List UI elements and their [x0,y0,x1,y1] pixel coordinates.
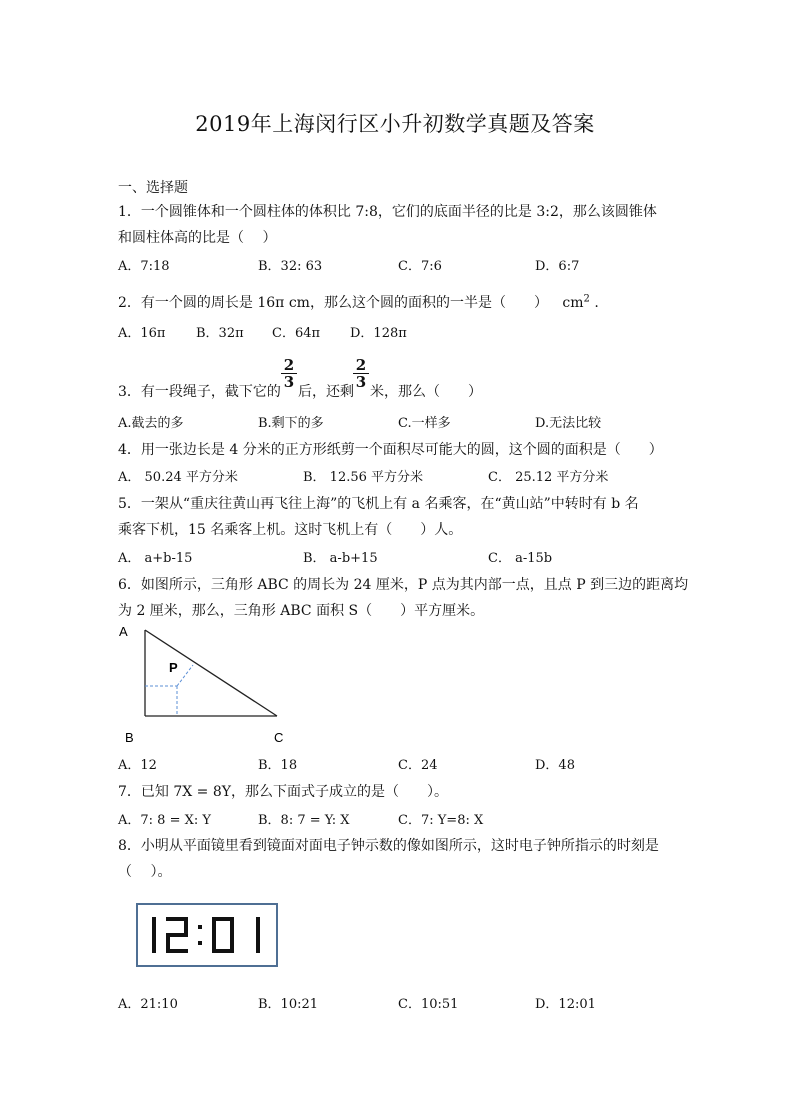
question-6-option-c: C．24 [398,758,438,773]
question-3-option-d: D.无法比较 [535,416,602,431]
question-8-option-a: A．21:10 [118,997,178,1012]
question-1-option-c: C．7:6 [398,259,442,274]
fraction-numerator: 2 [281,357,297,374]
question-4-option-b: B． 12.56 平方分米 [303,470,424,485]
question-4-text: 4．用一张边长是 4 分米的正方形纸剪一个面积尽可能大的圆，这个圆的面积是（ ） [118,442,663,458]
question-2-text [118,292,599,312]
question-5-line-2: 乘客下机，15 名乘客上机。这时飞机上有（ ）人。 [118,522,463,538]
question-3-part-2: 后，还剩 [298,384,354,400]
question-5-line-1: 5．一架从“重庆往黄山再飞往上海”的飞机上有 a 名乘客，在“黄山站”中转时有 b 名 [118,496,639,512]
side-ac [145,630,277,716]
unit-text: cm [562,295,584,311]
distance-to-ac [177,665,193,686]
question-3-option-c: C.一样多 [398,416,451,431]
question-4-option-c: C． 25.12 平方分米 [488,470,609,485]
question-3-fraction-1 [281,357,297,390]
question-2-end: . [594,295,599,311]
question-7-text: 7．已知 7X = 8Y，那么下面式子成立的是（ ）。 [118,784,449,800]
question-1-line-1: 1．一个圆锥体和一个圆柱体的体积比 7:8，它们的底面半径的比是 3:2，那么该圆锥体 [118,204,657,220]
question-2-stem: 2．有一个圆的周长是 16π cm，那么这个圆的面积的一半是（ ） [118,295,548,311]
question-8-option-d: D．12:01 [535,997,596,1012]
question-3-option-b: B.剩下的多 [258,416,324,431]
triangle-figure [115,618,305,746]
section-heading: 一、选择题 [118,180,188,196]
question-8-line-2: （ ）。 [118,864,172,880]
question-3-part-1: 3．有一段绳子，截下它的 [118,384,281,400]
vertex-label-a: A [119,624,128,639]
question-2-unit [562,295,590,311]
question-3-fraction-2 [353,357,369,390]
vertex-label-b: B [125,730,134,745]
question-1-option-d: D．6:7 [535,259,580,274]
question-7-option-b: B．8: 7 = Y: X [258,813,350,828]
question-5-option-c: C． a-15b [488,551,553,566]
question-4-option-a: A． 50.24 平方分米 [118,470,238,485]
point-label-p: P [169,660,178,675]
question-6-option-a: A．12 [118,758,157,773]
question-2-option-d: D．128π [350,326,407,341]
question-7-option-c: C．7: Y=8: X [398,813,484,828]
question-1-option-b: B．32: 63 [258,259,323,274]
unit-superscript: 2 [583,293,590,305]
question-8-line-1: 8．小明从平面镜里看到镜面对面电子钟示数的像如图所示，这时电子钟所指示的时刻是 [118,838,659,854]
question-8-option-c: C．10:51 [398,997,459,1012]
fraction-denominator: 3 [283,373,295,391]
question-3-option-a: A.截去的多 [118,416,184,431]
question-6-option-d: D．48 [535,758,575,773]
page-title: 2019年上海闵行区小升初数学真题及答案 [195,112,595,136]
question-2-option-b: B．32π [196,326,244,341]
clock-digits [138,905,276,965]
question-8-option-b: B．10:21 [258,997,319,1012]
question-1-line-2: 和圆柱体高的比是（ ） [118,230,277,246]
fraction-numerator: 2 [353,357,369,374]
question-6-line-1: 6．如图所示，三角形 ABC 的周长为 24 厘米，P 点为其内部一点，且点 P 到三边的距离均 [118,577,689,593]
question-3-part-3: 米，那么（ ） [370,384,482,400]
question-2-option-c: C．64π [272,326,321,341]
question-5-option-b: B． a-b+15 [303,551,378,566]
question-2-option-a: A．16π [118,326,166,341]
digital-clock-figure [136,903,278,967]
fraction-denominator: 3 [355,373,367,391]
question-5-option-a: A． a+b-15 [118,551,193,566]
question-7-option-a: A．7: 8 = X: Y [118,813,211,828]
question-1-option-a: A．7:18 [118,259,170,274]
question-6-line-2: 为 2 厘米，那么，三角形 ABC 面积 S（ ）平方厘米。 [118,603,485,619]
vertex-label-c: C [274,730,284,745]
question-6-option-b: B．18 [258,758,298,773]
